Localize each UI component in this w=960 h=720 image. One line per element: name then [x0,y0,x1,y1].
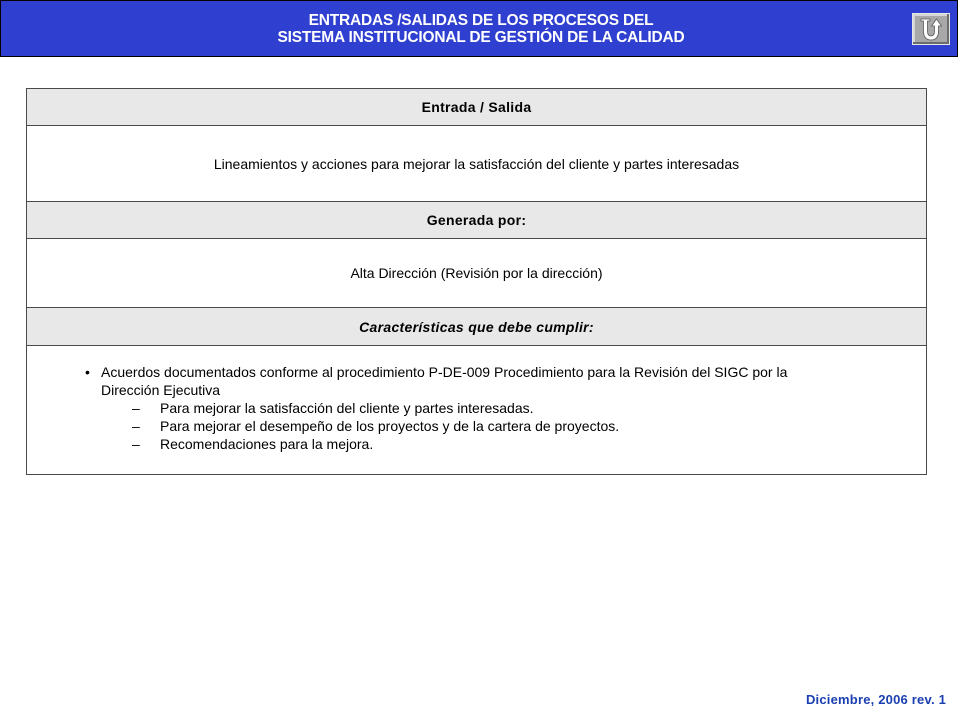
main-item-line2: Dirección Ejecutiva [101,382,221,398]
io-table [26,88,927,475]
sub-item-text: Para mejorar la satisfacción del cliente y partes interesadas. [160,400,534,416]
footer-date-revision: Diciembre, 2006 rev. 1 [805,692,946,707]
page-title-line1: ENTRADAS /SALIDAS DE LOS PROCESOS DEL [308,12,654,29]
main-item-line1: Acuerdos documentados conforme al procedimiento P-DE-009 Procedimiento para la Revisión del SIGC por la [101,364,788,380]
section-heading-entrada-salida: Entrada / Salida [27,88,926,125]
section-content-entrada-salida: Lineamientos y acciones para mejorar la satisfacción del cliente y partes interesadas [27,125,926,201]
back-button[interactable] [912,13,950,45]
sub-list-item [85,399,896,417]
sub-item-text: Recomendaciones para la mejora. [160,436,374,452]
page-title [1,12,960,46]
header-bar [0,0,958,57]
section-heading-generada-por: Generada por: [27,201,926,238]
section-heading-caracteristicas: Características que debe cumplir: [27,307,926,345]
dash-mark: – [132,400,140,416]
section-content-generada-por: Alta Dirección (Revisión por la dirección) [27,238,926,307]
sub-list [85,399,896,453]
bullet-mark: • [85,364,90,380]
dash-mark: – [132,436,140,452]
page-title-line2: SISTEMA INSTITUCIONAL DE GESTIÓN DE LA CALIDAD [277,29,685,46]
u-turn-back-icon [918,17,944,41]
sub-list-item [85,435,896,453]
sub-list-item [85,417,896,435]
dash-mark: – [132,418,140,434]
list-item [85,363,896,399]
section-content-caracteristicas [27,345,926,474]
sub-item-text: Para mejorar el desempeño de los proyectos y de la cartera de proyectos. [160,418,620,434]
